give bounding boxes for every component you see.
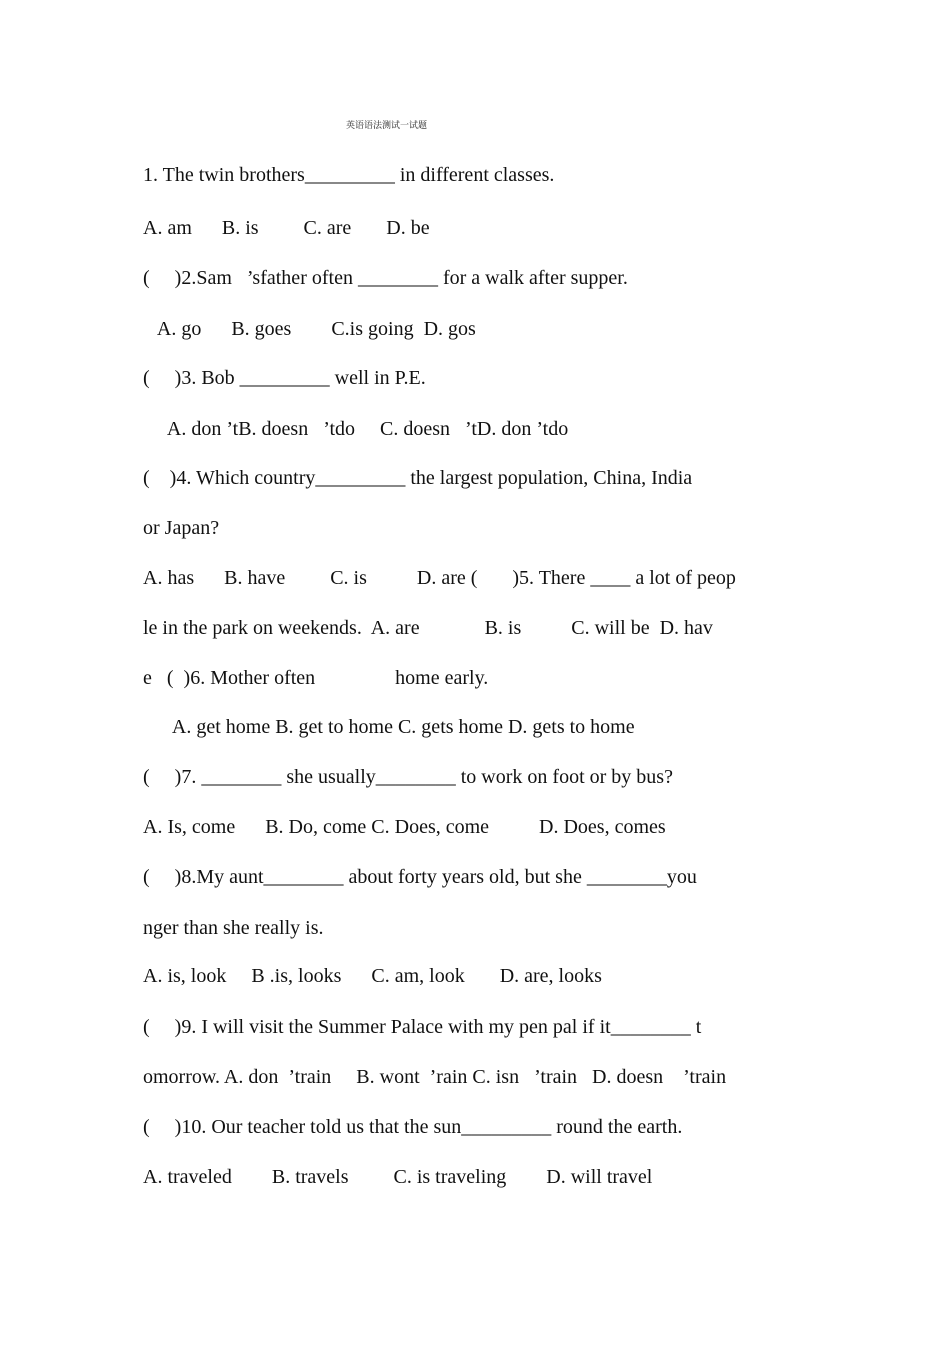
question-7-options: A. Is, come B. Do, come C. Does, come D. Does, comes: [143, 816, 666, 838]
question-9-options: omorrow. A. don ’train B. wont ’rain C. isn ’train D. doesn ’train: [143, 1066, 727, 1088]
question-6-stem: e ( )6. Mother often home early.: [143, 667, 489, 689]
question-4-options-question-5-stem: A. has B. have C. is D. are ( )5. There ____ a lot of peop: [143, 567, 736, 589]
question-3-stem: ( )3. Bob _________ well in P.E.: [143, 367, 426, 389]
question-8-stem: ( )8.My aunt________ about forty years old, but she ________you: [143, 866, 697, 888]
question-8-stem-cont: nger than she really is.: [143, 917, 324, 939]
question-8-options: A. is, look B .is, looks C. am, look D. are, looks: [143, 965, 602, 987]
question-10-stem: ( )10. Our teacher told us that the sun_________ round the earth.: [143, 1116, 683, 1138]
question-4-stem-cont: or Japan?: [143, 517, 220, 539]
document-header: 英语语法测试一试题: [346, 121, 428, 131]
question-3-options: A. don ’tB. doesn ’tdo C. doesn ’tD. don ’tdo: [143, 418, 569, 440]
question-9-stem: ( )9. I will visit the Summer Palace with my pen pal if it________ t: [143, 1016, 702, 1038]
question-4-stem: ( )4. Which country_________ the largest population, China, India: [143, 467, 693, 489]
question-2-stem: ( )2.Sam ’sfather often ________ for a walk after supper.: [143, 267, 628, 289]
question-2-options: A. go B. goes C.is going D. gos: [143, 318, 476, 340]
question-1-options: A. am B. is C. are D. be: [143, 217, 430, 239]
question-5-options: le in the park on weekends. A. are B. is C. will be D. hav: [143, 617, 713, 639]
question-1-stem: 1. The twin brothers_________ in different classes.: [143, 164, 555, 186]
question-10-options: A. traveled B. travels C. is traveling D. will travel: [143, 1166, 653, 1188]
question-7-stem: ( )7. ________ she usually________ to work on foot or by bus?: [143, 766, 673, 788]
question-6-options: A. get home B. get to home C. gets home D. gets to home: [143, 716, 635, 738]
